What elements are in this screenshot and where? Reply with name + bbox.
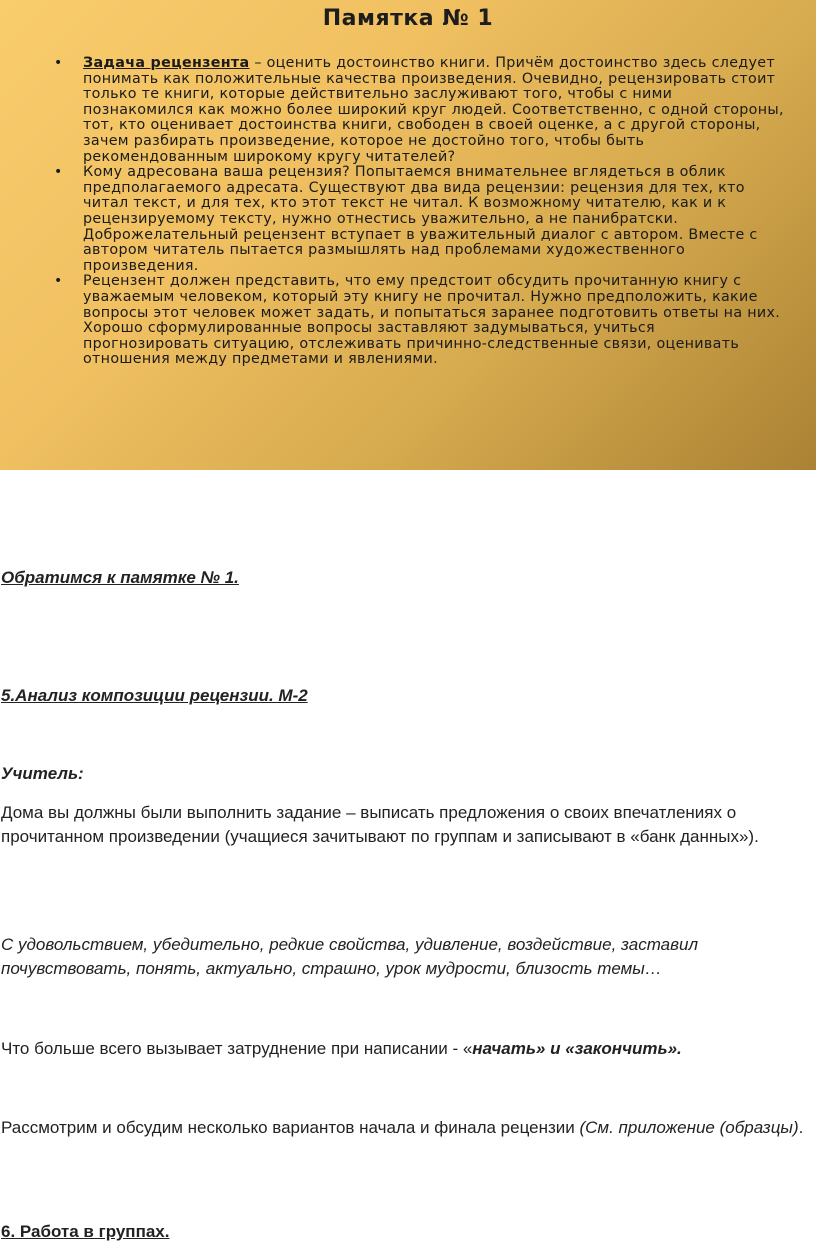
examples-text: Рассмотрим и обсудим несколько вариантов начала и финала рецензии bbox=[1, 1118, 580, 1137]
refer-memo-text: Обратимся к памятке № 1. bbox=[1, 568, 239, 587]
section-6-heading bbox=[1, 1220, 806, 1244]
section-5-heading bbox=[1, 684, 806, 708]
memo-bullet-list bbox=[54, 56, 784, 368]
difficulty-emphasis: начать» и «закончить». bbox=[472, 1039, 682, 1058]
memo-bullet-2 bbox=[54, 165, 784, 274]
examples-paragraph bbox=[1, 1116, 806, 1140]
teacher-label-text: Учитель: bbox=[1, 764, 84, 783]
teacher-label bbox=[1, 762, 806, 786]
bullet-dot-icon: • bbox=[54, 55, 63, 71]
difficulty-prefix: Что больше всего вызывает затруднение при написании - « bbox=[1, 1039, 473, 1058]
bullet-dot-icon: • bbox=[54, 273, 63, 290]
memo-bullet-1 bbox=[54, 56, 784, 165]
memo-slide-image bbox=[0, 0, 816, 470]
examples-end: . bbox=[798, 1118, 804, 1137]
memo-bullet-text: – оценить достоинство книги. Причём достоинство здесь следует понимать как положительные качества произведения. Очевидно, рецензировать стоит только те книги, которые действительно заслуживают того, чтобы с ними познакомился как можно более широкий круг людей. Соответственно, с одной стороны, тот, кто оценивает достоинства книги, свободен в своей оценке, а с другой стороны, зачем разбирать произведение, которое не достойно того, чтобы быть рекомендованным широкому кругу читателей? bbox=[83, 55, 784, 165]
refer-memo-line bbox=[1, 566, 806, 590]
memo-bullet-text: Рецензент должен представить, что ему предстоит обсудить прочитанную книгу с уважаемым человеком, который эту книгу не прочитал. Нужно предположить, какие вопросы этот человек может задать, и попытаться заранее подготовить ответы на них. Хорошо сформулированные вопросы заставляют задумываться, учиться прогнозировать ситуацию, отслеживать причинно-следственные связи, оценивать отношения между предметами и явлениями. bbox=[83, 273, 781, 368]
memo-bullet-text: Кому адресована ваша рецензия? Попытаемся внимательнее вглядеться в облик предполагаемого адресата. Существуют два вида рецензии: рецензия для тех, кто читал текст, и для тех, кто этот текст не читал. К возможному читателю, как и к рецензируемому тексту, нужно отнестись уважительно, а не панибратски. Доброжелательный рецензент вступает в уважительный диалог с автором. Вместе с автором читатель пытается размышлять над проблемами художественного произведения. bbox=[83, 164, 758, 274]
memo-bullet-3 bbox=[54, 274, 784, 368]
bullet-dot-icon: • bbox=[54, 164, 63, 181]
examples-ref: (См. приложение (образцы) bbox=[579, 1118, 799, 1137]
homework-paragraph: Дома вы должны были выполнить задание – выписать предложения о своих впечатлениях о прочитанном произведении (учащиеся зачитывают по группам и записывают в «банк данных»). bbox=[1, 803, 759, 846]
impressions-list: С удовольствием, убедительно, редкие свойства, удивление, воздействие, заставил почувствовать, понять, актуально, страшно, урок мудрости, близость темы… bbox=[1, 935, 699, 978]
difficulty-paragraph bbox=[1, 1037, 806, 1061]
memo-term: Задача рецензента bbox=[83, 55, 250, 71]
section-6-heading-text: 6. Работа в группах. bbox=[1, 1222, 170, 1241]
section-5-heading-text: 5.Анализ композиции рецензии. М-2 bbox=[1, 686, 308, 705]
slide-title: Памятка № 1 bbox=[322, 6, 494, 31]
